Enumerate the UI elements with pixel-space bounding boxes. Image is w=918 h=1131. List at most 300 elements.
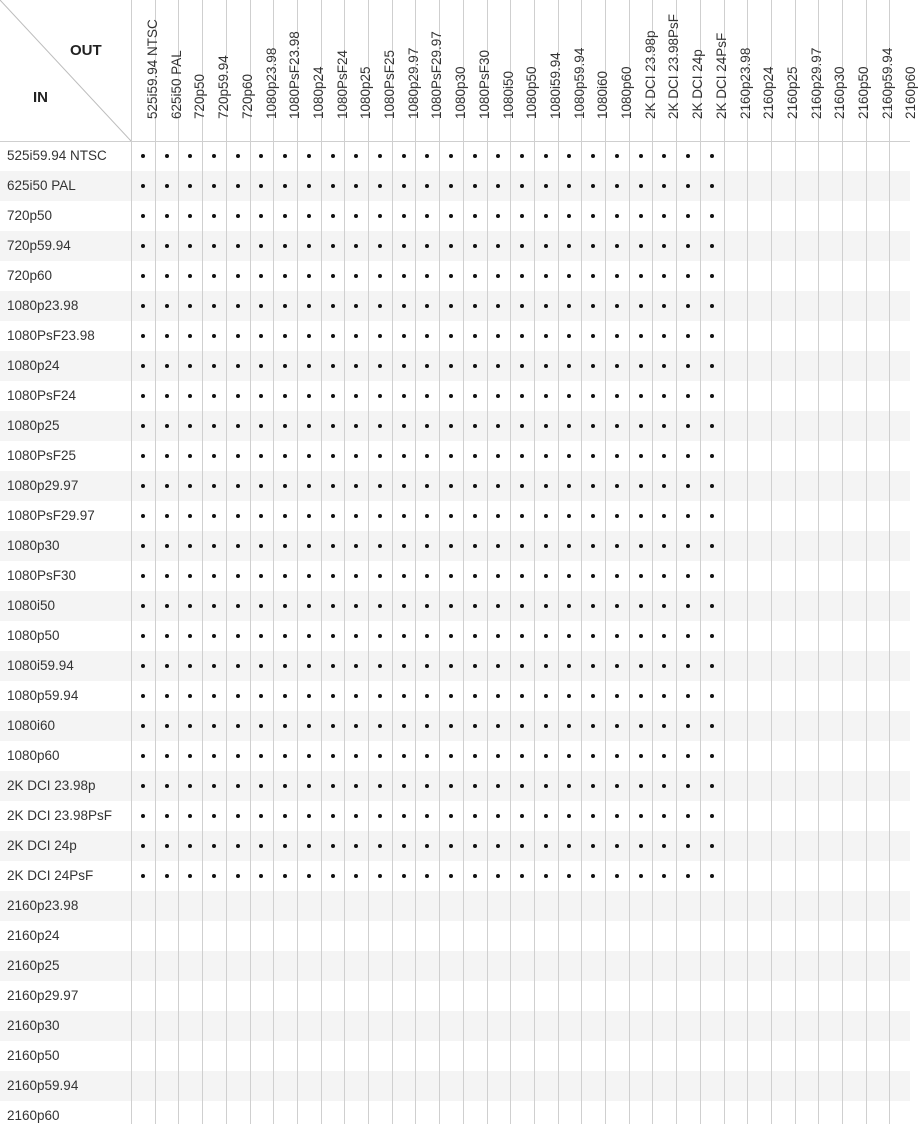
support-dot xyxy=(639,874,643,878)
support-dot xyxy=(449,454,453,458)
support-dot xyxy=(307,844,311,848)
support-dot xyxy=(378,604,382,608)
support-dot xyxy=(686,724,690,728)
support-dot xyxy=(520,394,524,398)
support-dot xyxy=(520,664,524,668)
support-dot xyxy=(449,274,453,278)
support-dot xyxy=(710,394,714,398)
support-dot xyxy=(402,454,406,458)
column-header-label: 1080p30 xyxy=(453,66,469,119)
column-divider xyxy=(652,0,653,1124)
support-dot xyxy=(307,604,311,608)
support-dot xyxy=(449,334,453,338)
column-header-label: 1080PsF23.98 xyxy=(287,31,303,119)
support-dot xyxy=(236,664,240,668)
support-dot xyxy=(639,814,643,818)
support-dot xyxy=(544,304,548,308)
support-dot xyxy=(141,424,145,428)
column-header-label: 1080i59.94 xyxy=(547,52,563,119)
support-dot xyxy=(141,724,145,728)
support-dot xyxy=(307,364,311,368)
row-header: 1080PsF25 xyxy=(7,448,77,463)
support-dot xyxy=(165,424,169,428)
row-background xyxy=(0,801,910,831)
row-header: 1080p25 xyxy=(7,418,60,433)
support-dot xyxy=(520,724,524,728)
column-header xyxy=(795,0,824,140)
support-dot xyxy=(236,544,240,548)
support-dot xyxy=(544,274,548,278)
support-dot xyxy=(615,604,619,608)
support-dot xyxy=(615,274,619,278)
row-background xyxy=(0,981,910,1011)
support-dot xyxy=(520,214,524,218)
support-dot xyxy=(686,244,690,248)
row-background xyxy=(0,951,910,981)
row-header: 720p50 xyxy=(7,208,53,223)
support-dot xyxy=(165,184,169,188)
column-divider xyxy=(676,0,677,1124)
column-header-label: 2K DCI 23.98p xyxy=(642,30,658,119)
support-dot xyxy=(473,484,477,488)
support-dot xyxy=(520,604,524,608)
support-dot xyxy=(710,604,714,608)
support-dot xyxy=(615,844,619,848)
row-background xyxy=(0,921,910,951)
support-dot xyxy=(331,604,335,608)
support-dot xyxy=(639,544,643,548)
column-header-label: 1080p25 xyxy=(358,66,374,119)
support-dot xyxy=(473,814,477,818)
support-dot xyxy=(212,274,216,278)
support-dot xyxy=(544,454,548,458)
support-dot xyxy=(615,814,619,818)
support-dot xyxy=(402,574,406,578)
support-dot xyxy=(378,184,382,188)
support-dot xyxy=(236,724,240,728)
support-dot xyxy=(212,844,216,848)
support-dot xyxy=(402,304,406,308)
support-dot xyxy=(331,514,335,518)
support-dot xyxy=(615,574,619,578)
row-background xyxy=(0,621,910,651)
support-dot xyxy=(331,244,335,248)
support-dot xyxy=(686,544,690,548)
row-header: 2160p60 xyxy=(7,1108,60,1123)
row-header: 2K DCI 24p xyxy=(7,838,77,853)
support-dot xyxy=(449,394,453,398)
support-dot xyxy=(449,754,453,758)
support-dot xyxy=(165,694,169,698)
support-dot xyxy=(402,634,406,638)
support-dot xyxy=(520,694,524,698)
support-dot xyxy=(639,724,643,728)
support-dot xyxy=(236,844,240,848)
row-header: 2160p24 xyxy=(7,928,60,943)
support-dot xyxy=(686,694,690,698)
support-dot xyxy=(686,184,690,188)
row-header: 720p59.94 xyxy=(7,238,71,253)
row-background xyxy=(0,411,910,441)
support-dot xyxy=(473,394,477,398)
support-dot xyxy=(141,304,145,308)
row-header: 1080p23.98 xyxy=(7,298,79,313)
support-dot xyxy=(639,694,643,698)
support-dot xyxy=(710,724,714,728)
support-dot xyxy=(402,544,406,548)
support-dot xyxy=(544,424,548,428)
support-dot xyxy=(686,394,690,398)
support-dot xyxy=(165,844,169,848)
column-header-label: 2160p50 xyxy=(856,66,871,119)
support-dot xyxy=(639,424,643,428)
support-dot xyxy=(710,484,714,488)
support-dot xyxy=(165,334,169,338)
row-header: 1080PsF24 xyxy=(7,388,77,403)
row-background xyxy=(0,1071,910,1101)
column-header-label: 2160p30 xyxy=(832,66,848,119)
support-dot xyxy=(520,184,524,188)
support-dot xyxy=(141,784,145,788)
support-dot xyxy=(402,844,406,848)
support-dot xyxy=(544,244,548,248)
support-dot xyxy=(236,304,240,308)
support-dot xyxy=(331,784,335,788)
support-dot xyxy=(544,664,548,668)
support-dot xyxy=(402,694,406,698)
row-background xyxy=(0,141,910,171)
support-dot xyxy=(473,544,477,548)
support-dot xyxy=(544,754,548,758)
support-dot xyxy=(520,334,524,338)
support-dot xyxy=(615,304,619,308)
support-dot xyxy=(544,634,548,638)
support-dot xyxy=(141,454,145,458)
support-dot xyxy=(141,694,145,698)
column-divider xyxy=(463,0,464,1124)
column-divider xyxy=(795,0,796,1124)
row-background xyxy=(0,261,910,291)
support-dot xyxy=(236,694,240,698)
support-dot xyxy=(639,334,643,338)
support-dot xyxy=(307,274,311,278)
support-dot xyxy=(331,874,335,878)
support-dot xyxy=(520,784,524,788)
support-dot xyxy=(165,874,169,878)
column-header xyxy=(652,0,682,140)
support-dot xyxy=(639,244,643,248)
out-axis-label: OUT xyxy=(70,42,102,59)
support-dot xyxy=(402,514,406,518)
row-header: 1080i50 xyxy=(7,598,56,613)
support-dot xyxy=(639,214,643,218)
support-dot xyxy=(686,514,690,518)
row-background xyxy=(0,1101,910,1131)
support-dot xyxy=(378,844,382,848)
support-dot xyxy=(212,424,216,428)
row-background xyxy=(0,291,910,321)
support-dot xyxy=(449,874,453,878)
support-dot xyxy=(378,154,382,158)
row-header: 2K DCI 23.98PsF xyxy=(7,808,113,823)
support-dot xyxy=(473,424,477,428)
row-header: 1080p29.97 xyxy=(7,478,79,493)
row-header: 1080PsF29.97 xyxy=(7,508,95,523)
column-header xyxy=(724,0,753,140)
row-background xyxy=(0,711,910,741)
column-header-label: 1080i60 xyxy=(595,70,611,119)
support-dot xyxy=(473,514,477,518)
support-dot xyxy=(236,814,240,818)
row-background xyxy=(0,861,910,891)
support-dot xyxy=(473,694,477,698)
column-divider xyxy=(534,0,535,1124)
row-background xyxy=(0,501,910,531)
column-divider xyxy=(202,0,203,1124)
support-dot xyxy=(449,814,453,818)
column-header xyxy=(226,0,255,140)
support-dot xyxy=(473,844,477,848)
support-dot xyxy=(307,154,311,158)
column-divider xyxy=(178,0,179,1124)
support-dot xyxy=(331,724,335,728)
support-dot xyxy=(615,514,619,518)
support-dot xyxy=(236,454,240,458)
column-header xyxy=(558,0,587,140)
support-dot xyxy=(520,844,524,848)
support-dot xyxy=(402,154,406,158)
row-background xyxy=(0,681,910,711)
support-dot xyxy=(165,784,169,788)
support-dot xyxy=(473,634,477,638)
support-dot xyxy=(473,334,477,338)
column-header-label: 2160p24 xyxy=(761,66,777,119)
support-dot xyxy=(449,424,453,428)
support-dot xyxy=(141,214,145,218)
support-dot xyxy=(473,874,477,878)
support-dot xyxy=(449,154,453,158)
row-header: 1080i59.94 xyxy=(7,658,74,673)
support-dot xyxy=(544,814,548,818)
support-dot xyxy=(236,334,240,338)
support-dot xyxy=(307,334,311,338)
support-dot xyxy=(449,604,453,608)
support-dot xyxy=(686,214,690,218)
column-divider xyxy=(155,0,156,1124)
support-dot xyxy=(473,754,477,758)
support-dot xyxy=(378,694,382,698)
row-background xyxy=(0,201,910,231)
row-header: 2160p59.94 xyxy=(7,1078,79,1093)
support-dot xyxy=(544,394,548,398)
support-dot xyxy=(307,664,311,668)
support-dot xyxy=(449,184,453,188)
row-header: 2K DCI 24PsF xyxy=(7,868,94,883)
row-header: 1080p50 xyxy=(7,628,60,643)
support-dot xyxy=(236,754,240,758)
column-header-label: 1080PsF29.97 xyxy=(429,31,445,119)
support-dot xyxy=(710,334,714,338)
support-dot xyxy=(520,244,524,248)
support-dot xyxy=(236,274,240,278)
support-dot xyxy=(331,274,335,278)
support-dot xyxy=(710,184,714,188)
support-dot xyxy=(236,634,240,638)
support-dot xyxy=(639,304,643,308)
support-dot xyxy=(236,424,240,428)
support-dot xyxy=(212,214,216,218)
support-dot xyxy=(520,514,524,518)
support-dot xyxy=(544,844,548,848)
column-divider xyxy=(581,0,582,1124)
column-header-label: 2160p29.97 xyxy=(808,47,824,119)
support-dot xyxy=(615,454,619,458)
support-dot xyxy=(165,304,169,308)
column-divider xyxy=(131,0,132,1124)
support-dot xyxy=(141,484,145,488)
support-dot xyxy=(473,274,477,278)
support-dot xyxy=(307,874,311,878)
support-dot xyxy=(686,784,690,788)
support-dot xyxy=(639,364,643,368)
column-divider xyxy=(771,0,772,1124)
support-dot xyxy=(710,754,714,758)
support-dot xyxy=(710,634,714,638)
column-header xyxy=(629,0,658,140)
support-dot xyxy=(544,484,548,488)
column-header xyxy=(131,0,160,140)
support-dot xyxy=(236,784,240,788)
support-dot xyxy=(141,244,145,248)
column-header xyxy=(202,0,232,140)
column-header-label: 2160p60 xyxy=(903,66,918,119)
support-dot xyxy=(615,394,619,398)
support-dot xyxy=(212,334,216,338)
support-dot xyxy=(520,154,524,158)
row-background xyxy=(0,441,910,471)
support-dot xyxy=(141,334,145,338)
row-header: 625i50 PAL xyxy=(7,178,76,193)
support-dot xyxy=(686,844,690,848)
row-header: 1080p24 xyxy=(7,358,60,373)
support-dot xyxy=(307,574,311,578)
support-dot xyxy=(378,244,382,248)
column-header xyxy=(155,0,184,140)
support-dot xyxy=(520,454,524,458)
column-header-label: 2K DCI 24PsF xyxy=(713,32,729,119)
row-background xyxy=(0,231,910,261)
support-dot xyxy=(710,274,714,278)
header-divider xyxy=(0,141,910,142)
support-dot xyxy=(615,724,619,728)
support-dot xyxy=(639,604,643,608)
support-dot xyxy=(307,754,311,758)
support-dot xyxy=(236,154,240,158)
support-dot xyxy=(307,694,311,698)
support-dot xyxy=(449,514,453,518)
support-dot xyxy=(449,724,453,728)
support-dot xyxy=(236,874,240,878)
support-dot xyxy=(639,754,643,758)
support-dot xyxy=(520,634,524,638)
support-dot xyxy=(402,724,406,728)
support-dot xyxy=(212,514,216,518)
support-dot xyxy=(165,484,169,488)
column-divider xyxy=(344,0,345,1124)
support-dot xyxy=(141,574,145,578)
support-dot xyxy=(473,604,477,608)
support-dot xyxy=(236,604,240,608)
column-header-label: 2160p23.98 xyxy=(737,47,753,119)
row-background xyxy=(0,171,910,201)
support-dot xyxy=(307,514,311,518)
support-dot xyxy=(165,634,169,638)
column-header xyxy=(842,0,871,140)
support-dot xyxy=(331,394,335,398)
support-dot xyxy=(212,664,216,668)
support-dot xyxy=(141,664,145,668)
support-dot xyxy=(307,454,311,458)
row-background xyxy=(0,591,910,621)
row-header: 2160p30 xyxy=(7,1018,60,1033)
row-background xyxy=(0,831,910,861)
support-dot xyxy=(236,244,240,248)
support-dot xyxy=(544,154,548,158)
support-dot xyxy=(165,454,169,458)
support-dot xyxy=(402,424,406,428)
support-dot xyxy=(165,244,169,248)
support-dot xyxy=(639,664,643,668)
support-dot xyxy=(520,874,524,878)
support-dot xyxy=(236,184,240,188)
row-background xyxy=(0,471,910,501)
support-dot xyxy=(520,484,524,488)
support-dot xyxy=(378,484,382,488)
support-dot xyxy=(615,784,619,788)
support-dot xyxy=(212,304,216,308)
support-dot xyxy=(141,514,145,518)
column-divider xyxy=(724,0,725,1124)
support-dot xyxy=(544,574,548,578)
column-divider xyxy=(368,0,369,1124)
column-divider xyxy=(818,0,819,1124)
support-dot xyxy=(331,154,335,158)
column-header-label: 1080p24 xyxy=(310,66,326,119)
row-header: 2160p25 xyxy=(7,958,60,973)
support-dot xyxy=(212,874,216,878)
support-dot xyxy=(402,814,406,818)
support-dot xyxy=(544,694,548,698)
support-dot xyxy=(402,604,406,608)
column-header-label: 720p59.94 xyxy=(216,55,232,119)
support-dot xyxy=(615,364,619,368)
support-dot xyxy=(615,484,619,488)
support-dot xyxy=(212,604,216,608)
support-dot xyxy=(710,694,714,698)
support-dot xyxy=(165,814,169,818)
column-header xyxy=(771,0,800,140)
support-dot xyxy=(686,664,690,668)
support-dot xyxy=(165,394,169,398)
column-header xyxy=(250,0,279,140)
support-dot xyxy=(402,334,406,338)
row-background xyxy=(0,351,910,381)
support-dot xyxy=(331,814,335,818)
support-dot xyxy=(212,544,216,548)
column-divider xyxy=(605,0,606,1124)
column-header xyxy=(581,0,611,140)
support-dot xyxy=(378,664,382,668)
